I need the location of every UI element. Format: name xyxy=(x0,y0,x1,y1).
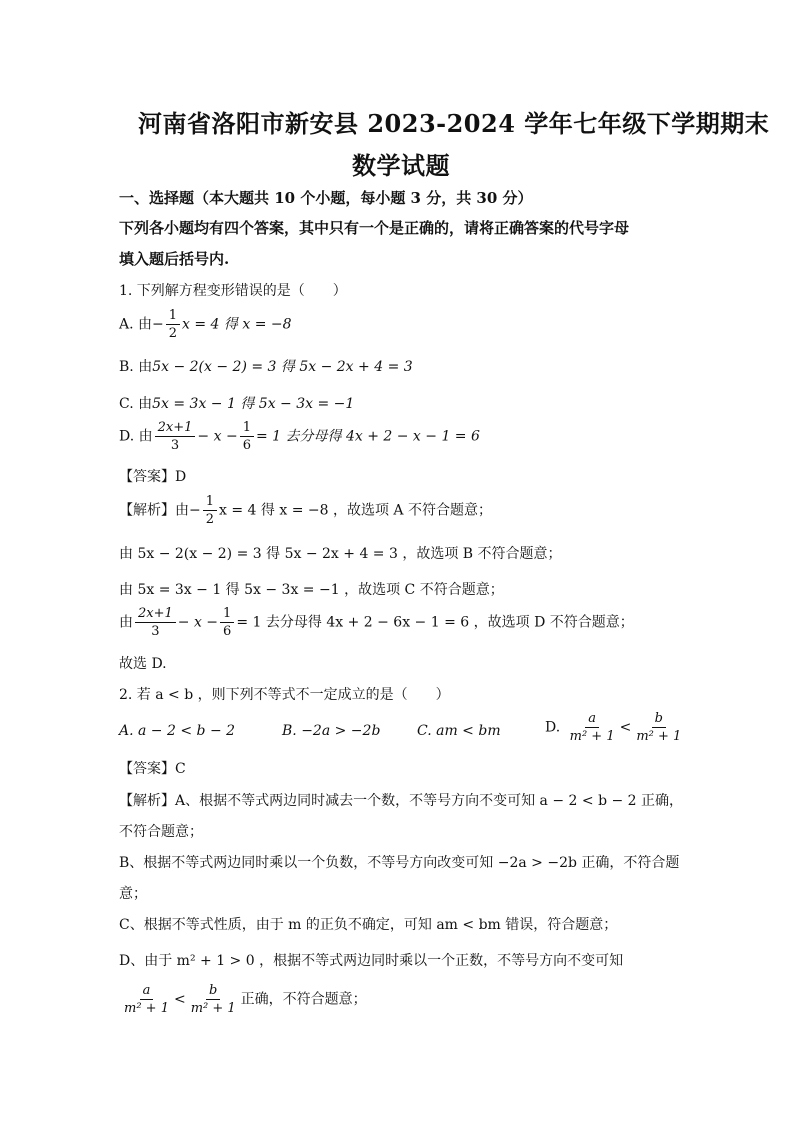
q1-analysis-line4-frac1-num: 2x+1 xyxy=(135,606,176,623)
q1-analysis-line-4 xyxy=(119,606,634,639)
q1-c-expr: 5x = 3x − 1 得 5x − 3x = −1 xyxy=(152,396,355,412)
q2-analysis-a1: 【解析】A、根据不等式两边同时减去一个数，不等号方向不变可知 a − 2 < b − 2 正确， xyxy=(119,793,684,809)
q2-analysis-c1: C、根据不等式性质，由于 m 的正负不确定，可知 am < bm 错误，符合题意； xyxy=(119,917,618,933)
document-title: 河南省洛阳市新安县 2023-2024 学年七年级下学期期末 xyxy=(138,109,770,138)
q2-d-num2: b xyxy=(652,711,666,728)
q1-analysis-line4-fraction-1 xyxy=(135,606,176,639)
q1-answer: 【答案】D xyxy=(119,469,187,485)
q1-a-frac-den: 2 xyxy=(168,326,178,341)
q2-option-d xyxy=(545,711,686,744)
q1-analysis-line4-mid: − x − xyxy=(177,614,219,631)
q1-option-a xyxy=(119,308,292,341)
q2-analysis-d2 xyxy=(119,983,367,1016)
q2-option-a: A. a − 2 < b − 2 xyxy=(119,723,236,739)
q2-d-label: D. xyxy=(545,719,561,736)
q2-d-den1: m² + 1 xyxy=(569,729,615,744)
q2-answer: 【答案】C xyxy=(119,761,186,777)
instruction-line-1: 下列各小题均有四个答案，其中只有一个是正确的，请将正确答案的代号字母 xyxy=(119,219,630,237)
q1-a-frac-num: 1 xyxy=(166,308,180,325)
q2-d-op: < xyxy=(619,719,632,736)
q2-analysis-d2-num2: b xyxy=(206,983,220,1000)
q1-d-expr: = 1 去分母得 4x + 2 − x − 1 = 6 xyxy=(255,428,480,445)
q2-stem: 2. 若 a < b ，则下列不等式不一定成立的是（ ） xyxy=(119,687,450,703)
q2-option-b: B. −2a > −2b xyxy=(282,723,381,739)
q2-analysis-d2-fraction-1 xyxy=(121,983,172,1016)
q1-d-fraction-2 xyxy=(240,420,254,453)
q1-b-label: B. 由 xyxy=(119,359,153,375)
q1-b-expr: 5x − 2(x − 2) = 3 得 5x − 2x + 4 = 3 xyxy=(152,359,413,375)
q1-analysis-line4-frac1-den: 3 xyxy=(151,624,160,639)
q1-a-label: A. 由 xyxy=(119,316,153,333)
q1-option-d xyxy=(119,420,480,453)
q2-analysis-d2-fraction-2 xyxy=(188,983,239,1016)
q2-analysis-a2: 不符合题意； xyxy=(119,824,203,840)
q2-analysis-d2-den2: m² + 1 xyxy=(190,1001,236,1016)
q1-a-expr: x = 4 得 x = −8 xyxy=(182,316,292,333)
q1-option-c xyxy=(119,395,354,413)
q1-analysis-line4-fraction-2 xyxy=(220,606,234,639)
q1-c-label: C. 由 xyxy=(119,396,153,412)
q1-d-frac1-num: 2x+1 xyxy=(155,420,196,437)
q1-option-b xyxy=(119,358,413,376)
q1-analysis-line4-frac2-den: 6 xyxy=(223,624,232,639)
q1-analysis-tag: 【解析】由 xyxy=(119,502,189,519)
q1-analysis-line-2: 由 5x − 2(x − 2) = 3 得 5x − 2x + 4 = 3 ，故选项 B 不符合题意； xyxy=(119,546,562,562)
q1-d-mid: − x − xyxy=(197,428,238,445)
q2-analysis-d2-op: < xyxy=(173,991,186,1008)
q1-analysis-line1-tail: x = 4 得 x = −8 ，故选项 A 不符合题意； xyxy=(219,502,492,519)
q2-analysis-b1: B、根据不等式两边同时乘以一个负数，不等号方向改变可知 −2a > −2b 正确，不符合题 xyxy=(119,855,680,871)
q1-analysis-frac-num: 1 xyxy=(203,494,217,511)
instruction-line-2: 填入题后括号内. xyxy=(119,250,230,268)
q1-analysis-line4-frac2-num: 1 xyxy=(220,606,234,623)
q1-d-frac2-num: 1 xyxy=(240,420,254,437)
q1-analysis-line-1 xyxy=(119,494,492,527)
q1-analysis-line4-tail: = 1 去分母得 4x + 2 − 6x − 1 = 6 ，故选项 D 不符合题意； xyxy=(236,614,634,631)
q2-d-den2: m² + 1 xyxy=(636,729,682,744)
q2-analysis-b2: 意； xyxy=(119,886,147,902)
q1-analysis-frac-den: 2 xyxy=(205,512,215,527)
q1-d-frac1-den: 3 xyxy=(170,438,180,453)
q1-d-frac2-den: 6 xyxy=(242,438,251,453)
q2-analysis-d2-tail: 正确，不符合题意； xyxy=(240,991,367,1008)
q1-conclusion: 故选 D. xyxy=(119,656,167,672)
q1-a-fraction xyxy=(166,308,180,341)
q2-option-c: C. am < bm xyxy=(417,723,501,739)
q2-d-fraction-2 xyxy=(633,711,684,744)
q1-d-fraction-1 xyxy=(155,420,196,453)
q1-analysis-line-3: 由 5x = 3x − 1 得 5x − 3x = −1 ，故选项 C 不符合题意； xyxy=(119,582,504,598)
q2-analysis-d2-num1: a xyxy=(140,983,154,1000)
q1-stem: 1. 下列解方程变形错误的是（ ） xyxy=(119,283,347,299)
q1-a-minus: − xyxy=(152,316,164,333)
q2-analysis-d1: D、由于 m² + 1 > 0 ，根据不等式两边同时乘以一个正数，不等号方向不变可知 xyxy=(119,953,624,969)
section-heading: 一、选择题（本大题共 10 个小题，每小题 3 分，共 30 分） xyxy=(119,189,533,207)
q2-d-fraction-1 xyxy=(567,711,618,744)
q1-analysis-fraction xyxy=(203,494,217,527)
q1-analysis-line4-head: 由 xyxy=(119,614,133,631)
q1-analysis-minus: − xyxy=(189,502,201,519)
q2-analysis-d2-den1: m² + 1 xyxy=(124,1001,169,1016)
document-subtitle: 数学试题 xyxy=(352,151,450,180)
q1-d-label: D. 由 xyxy=(119,428,153,445)
q2-d-num1: a xyxy=(585,711,599,728)
